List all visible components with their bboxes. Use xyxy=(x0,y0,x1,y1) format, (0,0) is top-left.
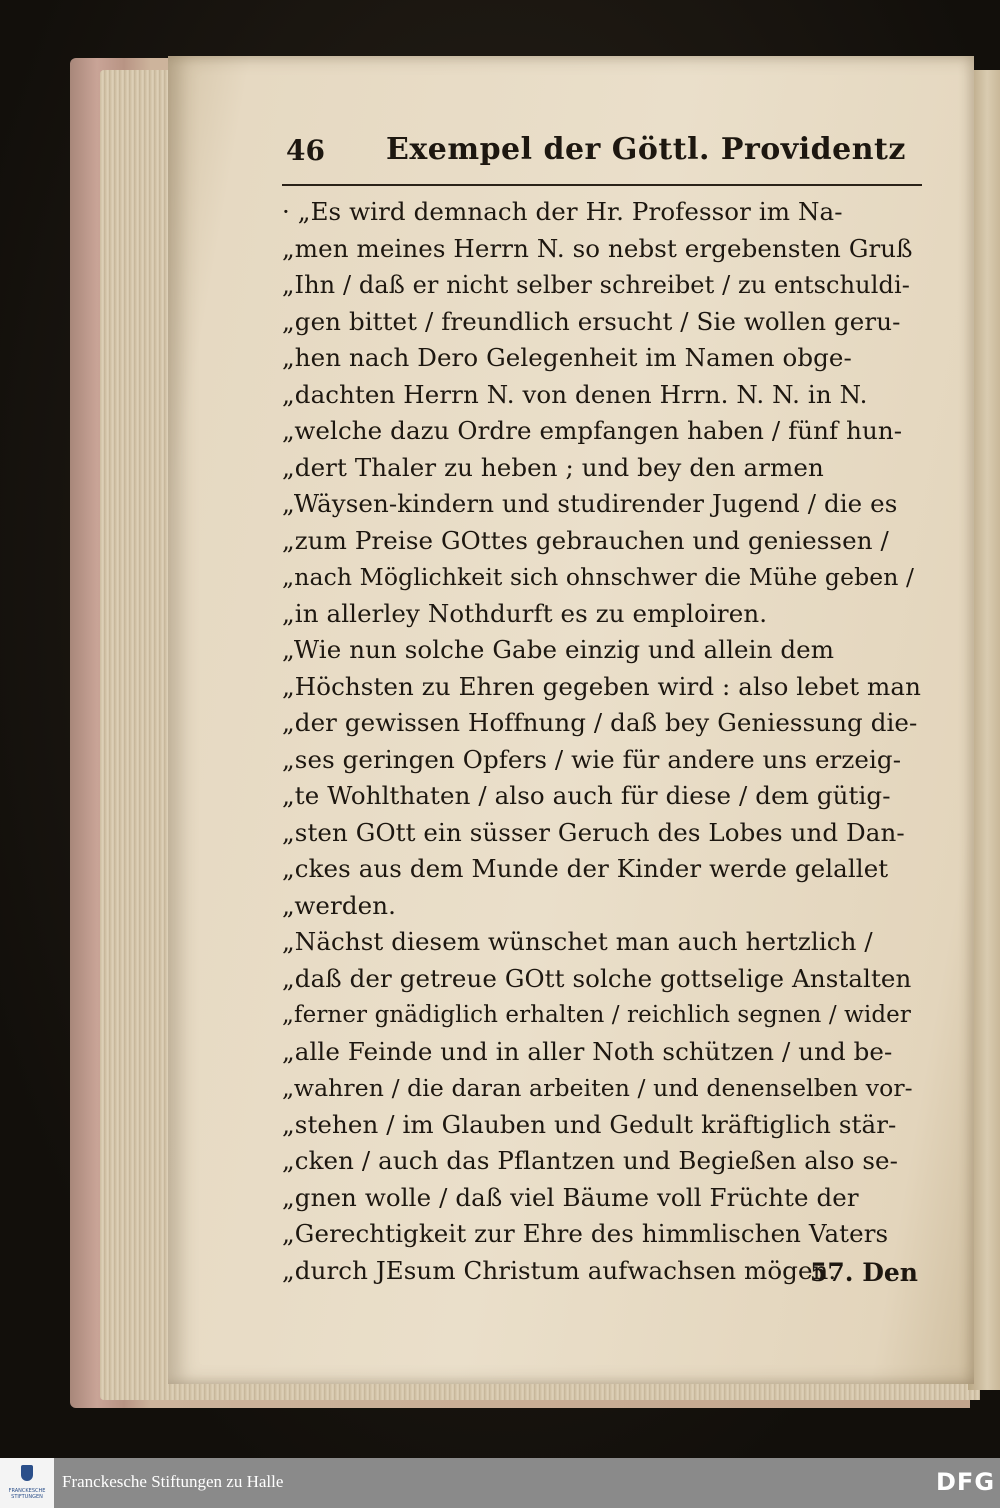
running-title: Exempel der Göttl. Providentz xyxy=(386,132,906,167)
text-line: „daß der getreue GOtt solche gottselige Anstalten xyxy=(282,963,912,993)
page-header xyxy=(286,132,922,176)
text-line: „zum Preise GOttes gebrauchen und geniessen / xyxy=(282,525,889,555)
viewer-footer xyxy=(0,1458,1000,1508)
header-rule xyxy=(282,184,922,186)
institution-name: Franckesche Stiftungen zu Halle xyxy=(62,1472,284,1491)
text-line: „der gewissen Hoffnung / daß bey Geniessung die- xyxy=(282,708,918,737)
institution-logo xyxy=(0,1458,54,1508)
text-line: „dert Thaler zu heben ; und bey den armen xyxy=(282,452,824,482)
text-line: „ferner gnädiglich erhalten / reichlich segnen / wider xyxy=(282,1002,911,1028)
body-text xyxy=(282,194,922,1289)
text-line: „ses geringen Opfers / wie für andere uns erzeig- xyxy=(282,744,902,774)
text-line: „Wie nun solche Gabe einzig und allein dem xyxy=(282,635,835,664)
text-line: „Wäysen-kindern und studirender Jugend / die es xyxy=(282,489,898,518)
text-line: „Höchsten zu Ehren gegeben wird : also lebet man xyxy=(282,671,921,701)
text-line: „alle Feinde und in aller Noth schützen / und be- xyxy=(282,1036,893,1066)
crest-icon xyxy=(21,1465,33,1481)
text-line: „dachten Herrn N. von denen Hrrn. N. N. in N. xyxy=(282,379,868,409)
catchword: 57. Den xyxy=(810,1258,918,1287)
text-line: „ckes aus dem Munde der Kinder werde gelallet xyxy=(282,854,889,883)
text-line: „wahren / die daran arbeiten / und denenselben vor- xyxy=(282,1074,913,1102)
logo-text: FRANCKESCHE STIFTUNGEN xyxy=(8,1488,46,1500)
text-line: „men meines Herrn N. so nebst ergebensten Gruß xyxy=(282,233,913,263)
text-line: „welche dazu Ordre empfangen haben / fünf hun- xyxy=(282,416,903,445)
text-line: „sten GOtt ein süsser Geruch des Lobes und Dan- xyxy=(282,817,905,847)
text-line: „Gerechtigkeit zur Ehre des himmlischen Vaters xyxy=(282,1219,889,1248)
text-line: „stehen / im Glauben und Gedult kräftiglich stär- xyxy=(282,1109,897,1139)
dfg-logo: DFG xyxy=(936,1468,996,1496)
text-line: „hen nach Dero Gelegenheit im Namen obge- xyxy=(282,343,852,372)
page-number: 46 xyxy=(286,134,325,167)
text-line: „nach Möglichkeit sich ohnschwer die Mühe geben / xyxy=(282,563,915,591)
text-line: „in allerley Nothdurft es zu emploiren. xyxy=(282,598,768,628)
text-line: „gen bittet / freundlich ersucht / Sie wollen geru- xyxy=(282,306,901,336)
text-line: · „Es wird demnach der Hr. Professor im Na- xyxy=(282,197,843,226)
text-line: „te Wohlthaten / also auch für diese / dem gütig- xyxy=(282,781,891,810)
text-line: „werden. xyxy=(282,890,396,920)
text-line: „gnen wolle / daß viel Bäume voll Früchte der xyxy=(282,1182,859,1212)
text-line: „durch JEsum Christum aufwachsen mögen. xyxy=(282,1255,837,1285)
text-line: „cken / auch das Pflantzen und Begießen also se- xyxy=(282,1146,898,1175)
text-line: „Ihn / daß er nicht selber schreibet / zu entschuldi- xyxy=(282,271,910,299)
text-line: „Nächst diesem wünschet man auch hertzlich / xyxy=(282,927,873,956)
